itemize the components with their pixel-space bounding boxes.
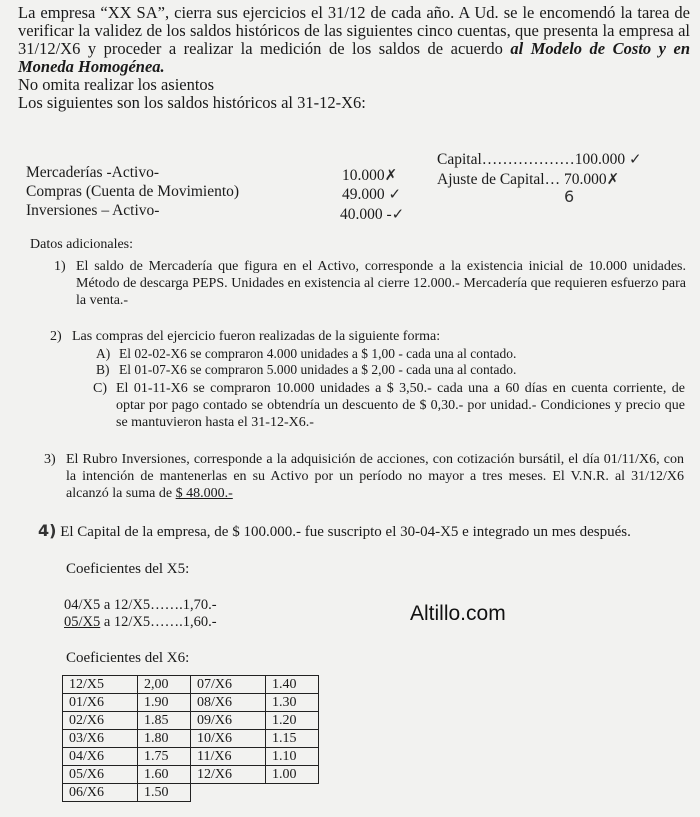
purchase-text: El 01-11-X6 se compraron 10.000 unidades a $ 3,50.- cada una a 60 días en cuenta corriente, de optar por pago contado se obtendría un descuento de $ 0,30.- por unidad.- Condiciones y precio que se mantuvieron hasta el 31-12-X6.- xyxy=(116,381,685,430)
table-cell-period: 11/X6 xyxy=(191,748,266,766)
account-label: Capital xyxy=(437,151,482,168)
table-cell-coefficient: 1.85 xyxy=(138,712,191,730)
intro-paragraph xyxy=(18,4,690,112)
table-cell-coefficient: 1.20 xyxy=(266,712,319,730)
intro-saldos-heading: Los siguientes son los saldos históricos al 31-12-X6: xyxy=(18,93,366,112)
purchase-letter: B) xyxy=(96,362,110,377)
account-dots: … xyxy=(544,171,561,188)
item-3 xyxy=(44,451,684,502)
intro-emphasis: al Modelo de Costo y en Moneda Homogénea. xyxy=(18,39,690,76)
table-cell-coefficient: 1.90 xyxy=(138,694,191,712)
table-cell-period: 07/X6 xyxy=(191,676,266,694)
coef-x6-table xyxy=(62,675,319,802)
handwritten-note: 6 xyxy=(564,187,575,206)
table-cell-coefficient: 1.30 xyxy=(266,694,319,712)
purchase-text: El 01-07-X6 se compraron 5.000 unidades a $ 2,00 - cada una al contado. xyxy=(119,362,517,377)
coef-value: a 12/X5…….1,60.- xyxy=(100,614,217,630)
account-value: 49.000 xyxy=(342,186,385,203)
datos-adicionales-title: Datos adicionales: xyxy=(30,237,134,252)
account-inversiones-value xyxy=(340,205,404,224)
purchase-b xyxy=(96,362,686,378)
account-mercaderias-value xyxy=(342,166,397,185)
coef-period: 04/X5 xyxy=(64,597,101,613)
purchase-c xyxy=(93,380,685,431)
item-2 xyxy=(50,328,682,345)
check-mark-icon: ✓ xyxy=(388,185,402,203)
table-cell-period: 05/X6 xyxy=(63,766,138,784)
item-number: 1) xyxy=(54,259,66,274)
intro-text: La empresa “XX SA”, cierra sus ejercicios el 31/12 de cada año. A Ud. se le encomendó la tarea de verificar la validez de los saldos históricos de las siguientes cinco cuentas, que presenta la empresa al 31/12/X6 y proceder a realizar la medición de los saldos de acuerdo xyxy=(18,3,690,58)
account-inversiones: Inversiones – Activo- xyxy=(26,202,160,219)
table-cell-coefficient: 1.00 xyxy=(266,766,319,784)
table-cell-coefficient: 1.60 xyxy=(138,766,191,784)
account-compras-value xyxy=(342,185,401,204)
watermark-logo: Altillo.com xyxy=(410,602,506,625)
coef-value: a 12/X5…….1,70.- xyxy=(100,597,217,613)
check-mark-icon: ✓ xyxy=(391,205,405,223)
item-number: 4) xyxy=(38,521,57,540)
item-4 xyxy=(38,521,631,541)
table-cell-coefficient: 1.75 xyxy=(138,748,191,766)
table-cell-coefficient: 1.50 xyxy=(138,784,191,802)
table-row xyxy=(63,676,319,694)
check-mark-icon: ✓ xyxy=(629,150,642,168)
coef-x6-title: Coeficientes del X6: xyxy=(66,650,190,666)
item-number: 2) xyxy=(50,329,62,344)
table-cell-coefficient: 1.80 xyxy=(138,730,191,748)
item-text: El saldo de Mercadería que figura en el Activo, corresponde a la existencia inicial de 10.000 unidades. Método de descarga PEPS. Unidades en existencia al cierre 12.000.- Mercadería que requieren esfuerzo para la venta.- xyxy=(76,259,686,308)
account-value: 70.000 xyxy=(564,171,607,188)
table-row xyxy=(63,694,319,712)
table-row xyxy=(63,784,319,802)
account-ajuste-capital xyxy=(437,170,619,189)
account-dots: ……………… xyxy=(481,151,575,168)
table-cell-period: 01/X6 xyxy=(63,694,138,712)
table-cell-period: 09/X6 xyxy=(191,712,266,730)
table-row xyxy=(63,730,319,748)
table-cell-period: 12/X6 xyxy=(191,766,266,784)
account-capital xyxy=(437,150,642,169)
table-row xyxy=(63,766,319,784)
purchase-letter: A) xyxy=(96,346,111,361)
vnr-amount: $ 48.000.- xyxy=(175,486,233,501)
table-cell-coefficient xyxy=(266,784,319,802)
table-cell-period xyxy=(191,784,266,802)
table-cell-coefficient: 1.40 xyxy=(266,676,319,694)
table-cell-period: 12/X5 xyxy=(63,676,138,694)
account-value: 40.000 - xyxy=(340,206,392,223)
coef-x5-line-2 xyxy=(64,614,217,631)
account-compras: Compras (Cuenta de Movimiento) xyxy=(26,183,240,200)
coef-x5-line-1 xyxy=(64,597,217,614)
coef-period: 05/X5 xyxy=(64,614,101,630)
table-row xyxy=(63,712,319,730)
item-text: El Capital de la empresa, de $ 100.000.- fue suscripto el 30-04-X5 e integrado un mes después. xyxy=(60,524,631,540)
table-cell-coefficient: 1.15 xyxy=(266,730,319,748)
cross-mark-icon: ✗ xyxy=(384,166,398,184)
table-cell-period: 03/X6 xyxy=(63,730,138,748)
purchase-letter: C) xyxy=(93,381,107,396)
table-cell-period: 06/X6 xyxy=(63,784,138,802)
table-cell-coefficient: 1.10 xyxy=(266,748,319,766)
item-text: Las compras del ejercicio fueron realizadas de la siguiente forma: xyxy=(72,329,441,344)
table-cell-period: 10/X6 xyxy=(191,730,266,748)
table-cell-period: 02/X6 xyxy=(63,712,138,730)
account-mercaderias: Mercaderías -Activo- xyxy=(26,164,159,181)
cross-mark-icon: ✗ xyxy=(606,170,620,188)
coef-x5-title: Coeficientes del X5: xyxy=(66,561,190,577)
table-row xyxy=(63,748,319,766)
item-text: El Rubro Inversiones, corresponde a la adquisición de acciones, con cotización bursátil, el día 01/11/X6, con la intención de mantenerlas en su Activo por un período no mayor a tres meses. El V.N.R. al 31/12/X6 alcanzó la suma de xyxy=(66,452,684,501)
intro-instruction: No omita realizar los asientos xyxy=(18,75,215,94)
account-value: 100.000 xyxy=(574,151,626,168)
account-label: Ajuste de Capital xyxy=(437,171,545,188)
table-cell-period: 04/X6 xyxy=(63,748,138,766)
item-1 xyxy=(54,258,686,309)
table-cell-coefficient: 2,00 xyxy=(138,676,191,694)
purchase-a xyxy=(96,346,686,362)
item-number: 3) xyxy=(44,452,56,467)
account-value: 10.000 xyxy=(342,167,385,184)
table-cell-period: 08/X6 xyxy=(191,694,266,712)
purchase-text: El 02-02-X6 se compraron 4.000 unidades a $ 1,00 - cada una al contado. xyxy=(119,346,517,361)
